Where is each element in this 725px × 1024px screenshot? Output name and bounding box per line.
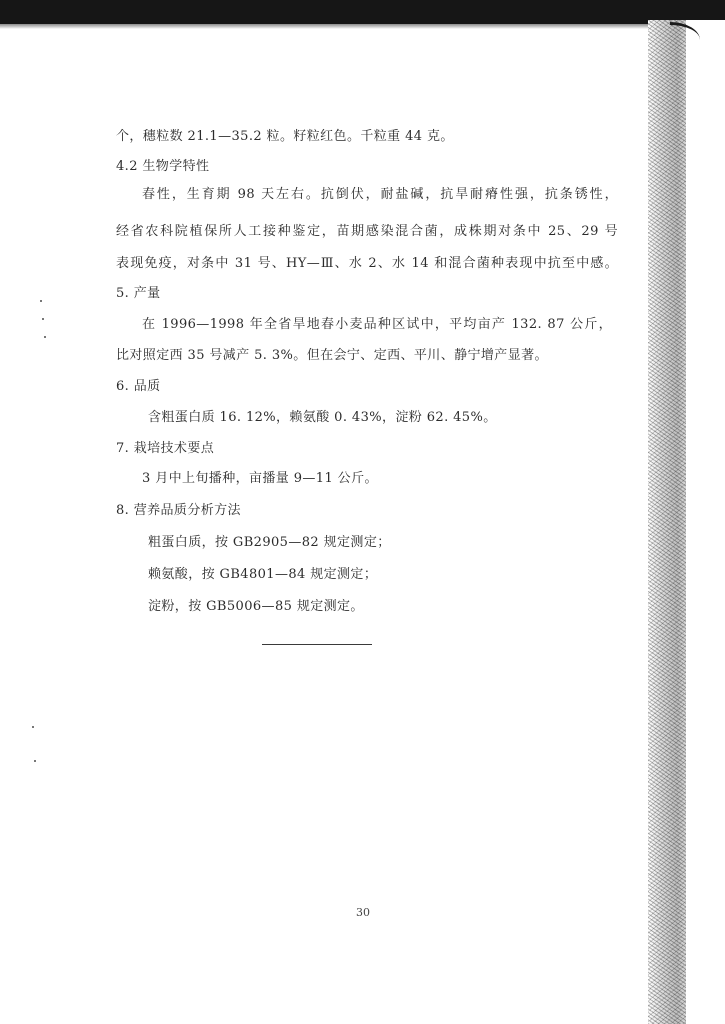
scan-speck xyxy=(32,726,34,728)
scan-speck xyxy=(40,300,42,302)
page-right-margin xyxy=(686,20,725,1024)
scan-speck xyxy=(42,318,44,320)
section-heading: 8. 营养品质分析方法 xyxy=(116,503,241,518)
text-line: 经省农科院植保所人工接种鉴定，苗期感染混合菌，成株期对条中 25、29 号 xyxy=(116,224,618,239)
text-line: 表现免疫，对条中 31 号、HY—Ⅲ、水 2、水 14 和混合菌种表现中抗至中感。 xyxy=(116,256,618,271)
text-line: 3 月中上旬播种，亩播量 9—11 公斤。 xyxy=(142,471,378,486)
text-line: 在 1996—1998 年全省旱地春小麦品种区试中，平均亩产 132. 87 公斤， xyxy=(142,317,612,332)
book-spine-shadow xyxy=(648,20,690,1024)
section-heading: 7. 栽培技术要点 xyxy=(116,441,215,456)
section-heading: 5. 产量 xyxy=(116,286,161,301)
scan-speck xyxy=(44,336,46,338)
list-item: 赖氨酸，按 GB4801—84 规定测定； xyxy=(148,567,378,582)
list-item: 淀粉，按 GB5006—85 规定测定。 xyxy=(148,599,364,614)
section-heading: 4.2 生物学特性 xyxy=(116,159,210,174)
section-heading: 6. 品质 xyxy=(116,379,161,394)
scan-top-border xyxy=(0,0,725,24)
scan-top-shadow xyxy=(0,24,725,29)
text-line: 春性，生育期 98 天左右。抗倒伏，耐盐碱，抗旱耐瘠性强，抗条锈性， xyxy=(142,187,618,202)
text-line: 个，穗粒数 21.1—35.2 粒。籽粒红色。千粒重 44 克。 xyxy=(116,129,454,144)
end-rule xyxy=(262,644,372,645)
text-line: 含粗蛋白质 16. 12%，赖氨酸 0. 43%，淀粉 62. 45%。 xyxy=(148,410,497,425)
list-item: 粗蛋白质，按 GB2905—82 规定测定； xyxy=(148,535,391,550)
text-line: 比对照定西 35 号减产 5. 3%。但在会宁、定西、平川、静宁增产显著。 xyxy=(116,348,548,363)
scan-speck xyxy=(34,760,36,762)
page-number: 30 xyxy=(356,906,370,919)
